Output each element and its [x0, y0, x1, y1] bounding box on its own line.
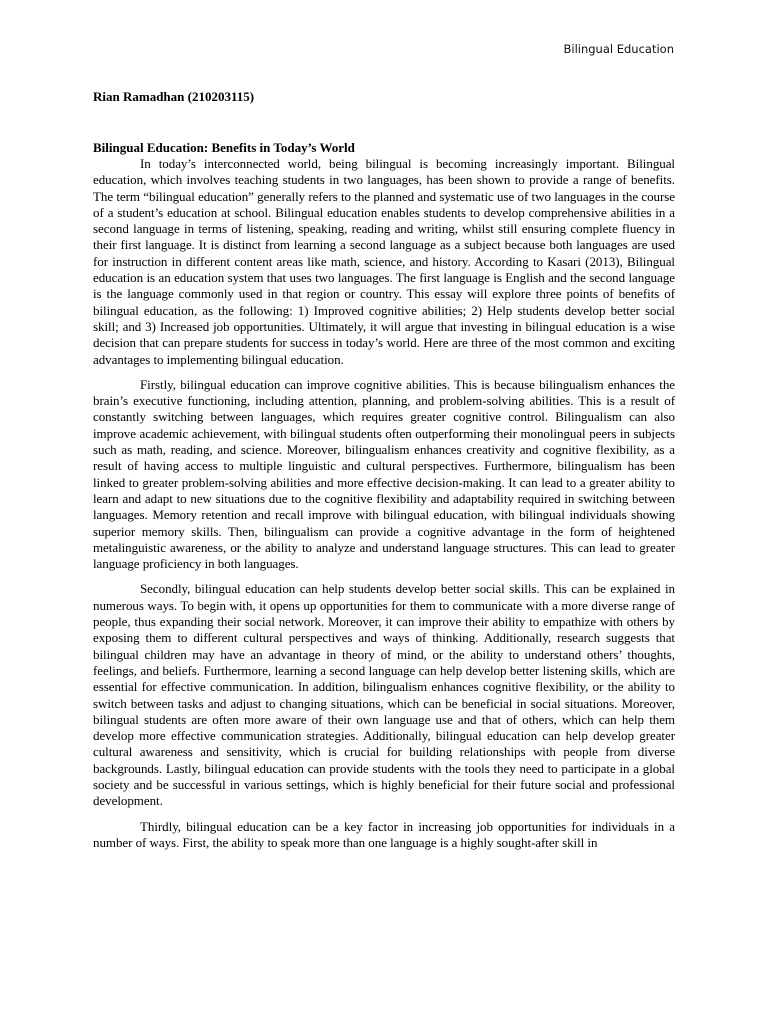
document-page: [93, 88, 675, 860]
paragraph-social: Secondly, bilingual education can help students develop better social skills. This can be explained in numerous ways. To begin with, it opens up opportunities for them to communicate with a more diverse range of people, thus expanding their social network. Moreover, it can improve their ability to empathize with others by exposing them to different cultural perspectives and ways of thinking. Additionally, research suggests that bilingual children may have an advantage in theory of mind, or the ability to understand others’ thoughts, feelings, and beliefs. Furthermore, learning a second language can help develop better listening skills, which are essential for effective communication. In addition, bilingualism enhances cognitive flexibility, or the ability to switch between tasks and adjust to changing situations, which can be beneficial in social situations. Moreover, bilingual students are often more aware of their own language use and that of others, which can help them develop more effective communication strategies. Additionally, bilingual education can help develop greater cultural awareness and sensitivity, which is crucial for building relationships with people from diverse backgrounds. Lastly, bilingual education can provide students with the tools they need to participate in a global society and be successful in various settings, which is highly beneficial for their future social and professional development.: [93, 581, 675, 809]
paragraph-jobs: Thirdly, bilingual education can be a key factor in increasing job opportunities for individuals in a number of ways. First, the ability to speak more than one language is a highly sought-after skill in: [93, 818, 675, 850]
document-title: Bilingual Education: Benefits in Today’s World: [93, 140, 355, 155]
running-header: Bilingual Education: [563, 42, 674, 56]
paragraph-intro: In today’s interconnected world, being bilingual is becoming increasingly important. Bilingual education, which involves teaching students in two languages, has been shown to provide a range of benefits. The term “bilingual education” generally refers to the planned and systematic use of two languages in the course of a student’s education at school. Bilingual education enables students to develop comprehensive abilities in a second language in terms of listening, speaking, reading and writing, whilst still ensuring complete fluency in their first language. It is distinct from learning a second language as a subject because both languages are used for instruction in different content areas like math, science, and history. According to Kasari (2013), Bilingual education is an education system that uses two languages. The first language is English and the second language is the language commonly used in that region or country. This essay will explore three points of benefits of bilingual education, as the following: 1) Improved cognitive abilities; 2) Help students develop better social skill; and 3) Increased job opportunities. Ultimately, it will argue that investing in bilingual education is a wise decision that can prepare students for success in today’s world. Here are three of the most common and exciting advantages to implementing bilingual education.: [93, 156, 675, 367]
paragraph-cognitive: Firstly, bilingual education can improve cognitive abilities. This is because bilingualism enhances the brain’s executive functioning, including attention, planning, and problem-solving abilities. This is a result of constantly switching between languages, which requires greater cognitive control. Bilingualism can also improve academic achievement, with bilingual students often outperforming their monolingual peers in subjects such as math, reading, and science. Moreover, bilingualism enhances creativity and cognitive flexibility, as a result of having access to multiple linguistic and cultural perspectives. Furthermore, bilingualism has been linked to greater problem-solving abilities and more effective decision-making. It can lead to a greater ability to learn and adapt to new situations due to the cognitive flexibility and adaptability required in switching between languages. Memory retention and recall improve with bilingual education, with bilingual individuals showing superior memory skills. Then, bilingualism can provide a cognitive advantage in the form of heightened metalinguistic awareness, or the ability to analyze and understand language structures. This can lead to greater language proficiency in both languages.: [93, 376, 675, 572]
author-line: Rian Ramadhan (210203115): [93, 89, 255, 104]
